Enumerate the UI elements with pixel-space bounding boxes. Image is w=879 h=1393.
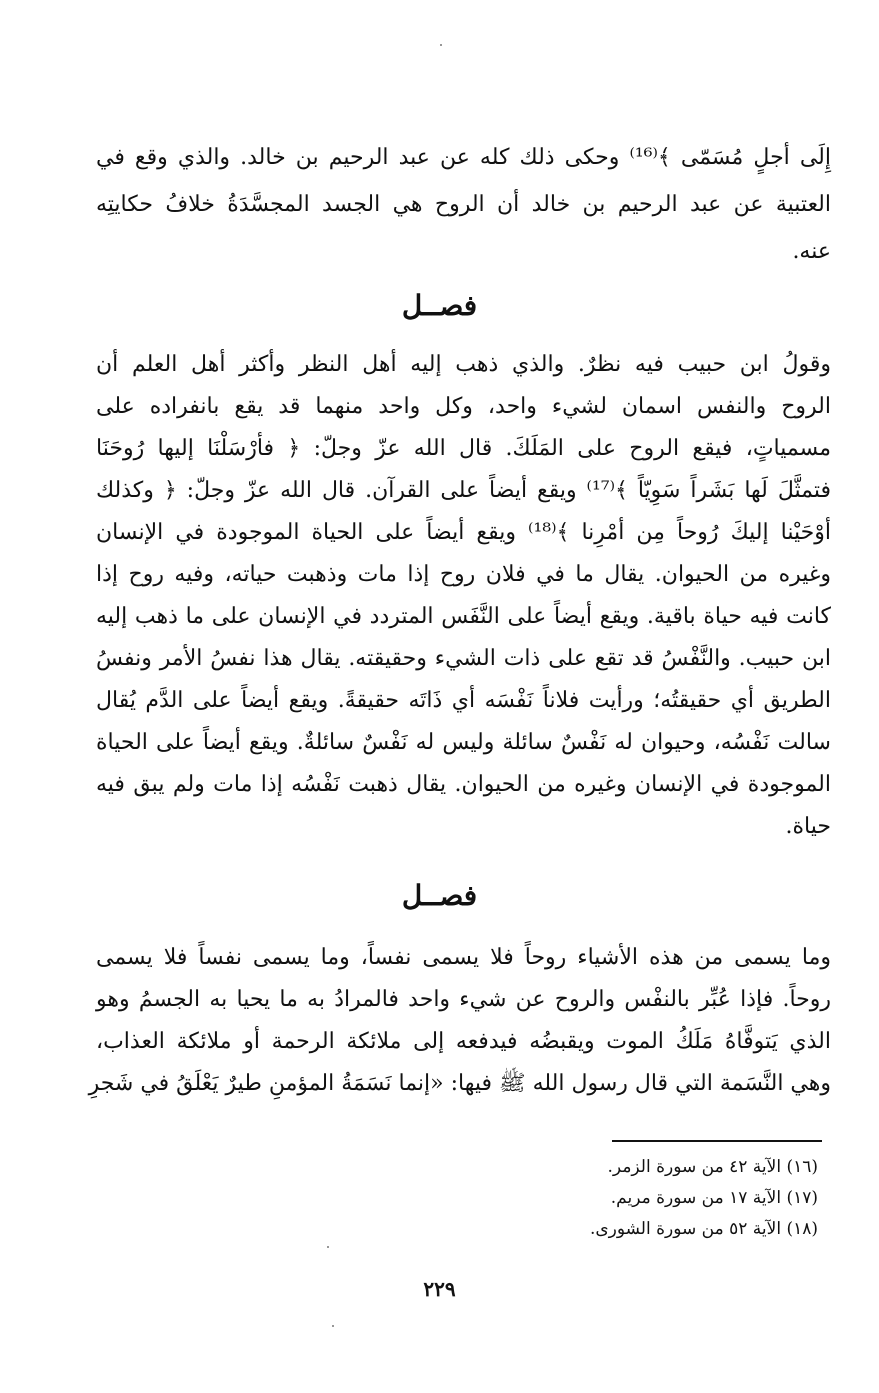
section-heading: فصــل xyxy=(401,879,478,912)
scan-speck xyxy=(327,1246,329,1248)
text-line: عنه. xyxy=(792,239,831,264)
text-line: وغيره من الحيوان. يقال ما في فلان روح إذا مات وذهبت حياته، وفيه روح إذا xyxy=(96,562,831,587)
text-line: الروح والنفس اسمان لشيء واحد، وكل واحد منهما قد يقع بانفراده على xyxy=(96,394,831,419)
footnote: (١٧) الآية ١٧ من سورة مريم. xyxy=(610,1188,818,1208)
text-line: وما يسمى من هذه الأشياء روحاً فلا يسمى نفساً، وما يسمى نفساً فلا يسمى xyxy=(96,945,831,970)
footnote: (١٨) الآية ٥٢ من سورة الشورى. xyxy=(589,1219,818,1239)
text-line: وقولُ ابن حبيب فيه نظرٌ. والذي ذهب إليه أهل النظر وأكثر أهل العلم أن xyxy=(96,352,831,377)
text-line: الذي يَتوفَّاهُ مَلَكُ الموت ويقبضُه فيدفعه إلى ملائكة الرحمة أو ملائكة العذاب، xyxy=(96,1029,831,1054)
text-line: العتبية عن عبد الرحيم بن خالد أن الروح هي الجسد المجسَّدَةُ خلافُ حكايتِه xyxy=(96,192,831,217)
text-line: كانت فيه حياة باقية. ويقع أيضاً على النَّفَس المتردد في الإنسان على ما ذهب إليه xyxy=(96,604,831,629)
text-line: الطريق أي حقيقتُه؛ ورأيت فلاناً نَفْسَه أي ذَاتَه حقيقةً. ويقع أيضاً على الدَّم يُقال xyxy=(96,688,831,713)
text-line: حياة. xyxy=(785,814,831,839)
text-line: إِلَى أجلٍ مُسَمّى ﴾⁽¹⁶⁾ وحكى ذلك كله عن عبد الرحيم بن خالد. والذي وقع في xyxy=(96,145,832,170)
text-line: مسمياتٍ، فيقع الروح على المَلَكَ. قال الله عزّ وجلّ: ﴿ فأرْسَلْنَا إليها رُوحَنَا xyxy=(96,436,831,461)
text-line: أوْحَيْنا إليكَ رُوحاً مِن أمْرِنا ﴾⁽¹⁸⁾ ويقع أيضاً على الحياة الموجودة في الإنسان xyxy=(96,520,831,545)
footnote-divider xyxy=(612,1140,822,1142)
text-line: وهي النَّسَمة التي قال رسول الله ﷺ فيها: «إنما نَسَمَةُ المؤمنِ طيرٌ يَعْلَقُ في شَجرِ xyxy=(88,1071,831,1096)
text-line: ابن حبيب. والنَّفْسُ قد تقع على ذات الشيء وحقيقته. يقال هذا نفسُ الأمر ونفسُ xyxy=(96,646,831,671)
scan-speck xyxy=(440,44,442,46)
section-heading: فصــل xyxy=(401,289,478,322)
text-line: روحاً. فإذا عُبِّر بالنفْس والروح عن شيء واحد فالمرادُ به ما يحيا به الجسمُ وهو xyxy=(96,987,831,1012)
text-line: الموجودة في الإنسان وغيره من الحيوان. يقال ذهبت نَفْسُه إذا مات ولم يبق فيه xyxy=(96,772,831,797)
text-line: سالت نَفْسُه، وحيوان له نَفْسٌ سائلة وليس له نَفْسٌ سائلةٌ. ويقع أيضاً على الحياة xyxy=(96,730,831,755)
page-number: ٢٢٩ xyxy=(423,1277,456,1301)
text-line: فتمثَّلَ لَها بَشَراً سَوِيّاً ﴾⁽¹⁷⁾ ويقع أيضاً على القرآن. قال الله عزّ وجلّ: ﴿ وكذلك xyxy=(96,478,831,503)
scan-speck xyxy=(332,1325,334,1327)
footnote: (١٦) الآية ٤٢ من سورة الزمر. xyxy=(607,1157,818,1177)
